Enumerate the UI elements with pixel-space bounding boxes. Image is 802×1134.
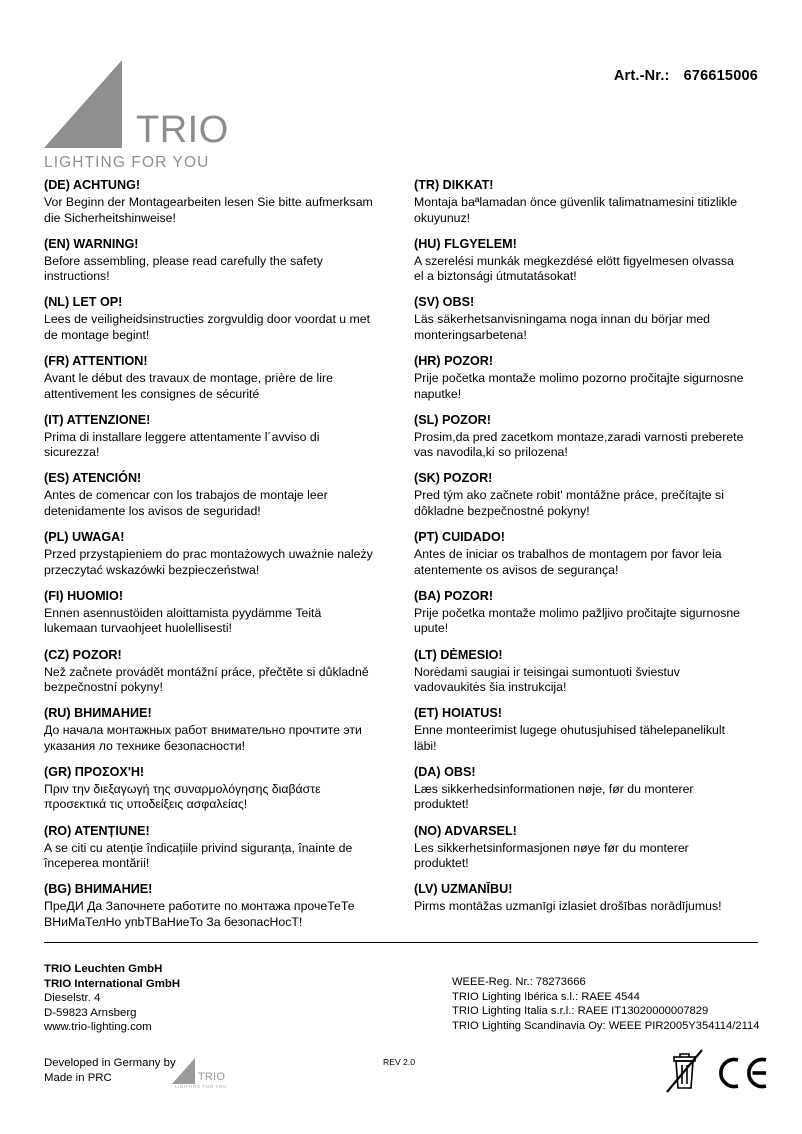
warning-title: (SV) OBS! — [414, 295, 475, 310]
warnings-column-left — [44, 178, 374, 941]
warning-body: Antes de iniciar os trabalhos de montagem por favor leia atentemente os avisos de segurança! — [414, 547, 722, 577]
warning-block — [44, 354, 374, 402]
warning-title: (CZ) POZOR! — [44, 647, 122, 662]
warning-block — [44, 178, 374, 226]
warning-title: (RU) ВНИМАНИЕ! — [44, 706, 152, 721]
warning-body: Pred tým ako začnete robit' montážne práce, prečítajte si dôkladne bezpečnostné pokyny! — [414, 488, 724, 519]
article-number-value: 676615006 — [683, 68, 758, 84]
company-name-1: TRIO Leuchten GmbH — [44, 963, 163, 975]
warning-body: Przed przystąpieniem do prac montażowych uważnie należy przeczytać wskazówki bezpieczeństwa! — [44, 547, 373, 577]
warning-block — [414, 765, 744, 813]
warning-body: Before assembling, please read carefully the safety instructions! — [44, 253, 323, 284]
warning-body: Πριν την διεξαγωγή της συναρμολόγησης διαβάστε προσεκτικά τις υποδείξεις ασφαλείας! — [44, 781, 321, 812]
warning-body: Les sikkerhetsinformasjonen nøye før du monterer produktet! — [414, 840, 689, 871]
weee-line: TRIO Lighting Scandinavia Oy: WEEE PIR2005Y354114/2114 — [452, 1019, 760, 1032]
warning-block — [414, 706, 744, 754]
warning-title: (FI) HUOMIO! — [44, 588, 124, 603]
warning-title: (HR) POZOR! — [414, 354, 494, 369]
warning-body: Vor Beginn der Montagearbeiten lesen Sie bitte aufmerksam die Sicherheitshinweise! — [44, 195, 373, 225]
warning-body: Prije početka montaže molimo pozorno pročitajte sigurnosne naputke! — [414, 371, 744, 401]
warning-title: (LT) DĖMESIO! — [414, 647, 503, 662]
warning-block — [414, 589, 744, 637]
company-address — [44, 962, 180, 1035]
page-footer — [0, 952, 802, 1134]
warning-body: A szerelési munkák megkezdésé elött figyelmesen olvassa el a biztonsági útmutatásokat! — [414, 253, 734, 284]
trio-tagline-small: LIGHTING FOR YOU — [175, 1084, 227, 1089]
warning-body: Enne monteerimist lugege ohutusjuhised tähelepanelikult läbi! — [414, 723, 726, 753]
warning-body: Antes de comencar con los trabajos de montaje leer detenidamente los avisos de seguridad! — [44, 488, 328, 519]
warnings-column-right — [414, 178, 744, 925]
origin-line-1: Developed in Germany by — [44, 1057, 176, 1069]
warning-title: (SL) POZOR! — [414, 412, 491, 427]
warning-block — [414, 882, 744, 915]
warning-block — [44, 824, 374, 872]
weee-line: TRIO Lighting Italia s.r.l.: RAEE IT13020000007829 — [452, 1005, 709, 1018]
weee-line: WEEE-Reg. Nr.: 78273666 — [452, 976, 586, 988]
article-number — [614, 68, 758, 84]
company-website[interactable]: www.trio-lighting.com — [44, 1021, 152, 1033]
origin-line-2: Made in PRC — [44, 1072, 112, 1084]
warning-title: (LV) UZMANĪBU! — [414, 882, 513, 897]
warning-block — [44, 648, 374, 696]
article-number-label: Art.-Nr.: — [613, 68, 670, 84]
warning-body: A se citi cu atenție îndicațiile privind siguranța, înainte de începerea montării! — [44, 840, 353, 871]
warning-body: Læs sikkerhedsinformationen nøje, før du monterer produktet! — [414, 781, 694, 812]
warning-body: До начала монтажных работ внимательно прочтите эти указания ло технике безопасности! — [44, 723, 362, 753]
warning-block — [44, 471, 374, 519]
trio-wordmark: TRIO — [136, 109, 229, 151]
crossed-out-wheelie-bin-icon — [666, 1048, 704, 1094]
warning-block — [44, 706, 374, 754]
warning-body: Prosim,da pred zacetkom montaze,zaradi varnosti preberete vas navodila,ki so prilozena! — [414, 429, 744, 460]
ce-marking-icon — [718, 1056, 770, 1090]
warning-title: (DE) ACHTUNG! — [44, 178, 141, 192]
company-name-2: TRIO International GmbH — [44, 977, 181, 990]
trio-triangle-icon — [44, 60, 140, 148]
warning-title: (EN) WARNING! — [44, 236, 139, 251]
trio-wordmark-small: TRIO — [198, 1071, 226, 1083]
warning-title: (HU) FLGYELEM! — [414, 236, 517, 251]
warning-block — [414, 354, 744, 402]
warning-body: Pirms montāžas uzmanīgi izlasiet drošības norādījumus! — [414, 899, 722, 914]
page-header — [0, 0, 802, 185]
warning-title: (DA) OBS! — [414, 764, 476, 779]
warning-title: (BG) ВНИМАНИЕ! — [44, 882, 153, 897]
company-city: D-59823 Arnsberg — [44, 1006, 137, 1019]
warning-body: Ennen asennustöiden aloittamista pyydämme Teitä lukemaan turvaohjeet huolellisesti! — [44, 605, 322, 636]
trio-triangle-icon-small — [172, 1058, 200, 1084]
warning-title: (NO) ADVARSEL! — [414, 823, 517, 838]
warning-block — [414, 530, 744, 578]
warning-body: Montaja baªlamadan önce güvenlik talimatnamesini titizlikle okuyunuz! — [414, 195, 738, 225]
warning-block — [44, 589, 374, 637]
footer-divider — [44, 942, 758, 943]
warning-block — [414, 471, 744, 519]
warning-block — [414, 295, 744, 343]
warning-block — [44, 237, 374, 285]
warning-body: Avant le début des travaux de montage, prière de lire attentivement les consignes de sécurité — [44, 371, 333, 401]
warning-body: Prije početka montaže molimo pažljivo pročitajte sigurnosne upute! — [414, 605, 741, 636]
warning-title: (NL) LET OP! — [44, 295, 123, 310]
warning-body: Prima di installare leggere attentamente l´avviso di sicurezza! — [44, 429, 320, 460]
warning-block — [44, 530, 374, 578]
warning-title: (ET) HOIATUS! — [414, 706, 502, 721]
company-street: Dieselstr. 4 — [44, 992, 101, 1004]
trio-logo-small — [172, 1058, 242, 1092]
warning-body: Lees de veiligheidsinstructies zorgvuldig door voordat u met de montage begint! — [44, 312, 371, 342]
warning-block — [414, 178, 744, 226]
warning-body: ПреДИ Да Започнете работите по монтажа прочеТеТе ВНиМаТелНо упbТВаНиеТо За безопасНосТ! — [44, 899, 355, 929]
warning-block — [414, 824, 744, 872]
warning-title: (IT) ATTENZIONE! — [44, 412, 151, 427]
revision-label: REV 2.0 — [383, 1057, 416, 1067]
warning-block — [414, 648, 744, 696]
warning-title: (BA) POZOR! — [414, 588, 494, 603]
warning-body: Než začnete provádět montážní práce, přečtěte si důkladně bezpečnostní pokyny! — [44, 664, 369, 695]
trio-tagline: LIGHTING FOR YOU — [44, 154, 210, 171]
warning-body: Norėdami saugiai ir teisingai sumontuoti šviestuv vadovaukitės šia instrukcija! — [414, 664, 680, 695]
warning-title: (PT) CUIDADO! — [414, 530, 505, 545]
warning-title: (FR) ATTENTION! — [44, 354, 148, 369]
warning-body: Läs säkerhetsanvisningama noga innan du börjar med monteringsarbetena! — [414, 312, 710, 342]
warning-block — [414, 237, 744, 285]
warning-block — [44, 295, 374, 343]
warning-title: (PL) UWAGA! — [44, 530, 125, 545]
warning-block — [414, 413, 744, 461]
weee-line: TRIO Lighting Ibérica s.l.: RAEE 4544 — [452, 990, 640, 1003]
warning-block — [44, 765, 374, 813]
warning-block — [44, 413, 374, 461]
weee-registration — [452, 975, 759, 1033]
warning-title: (SK) POZOR! — [414, 471, 493, 486]
warning-title: (RO) ATENȚIUNE! — [44, 823, 150, 838]
warning-title: (ES) ATENCIÓN! — [44, 471, 142, 486]
trio-logo — [44, 60, 244, 175]
origin-note — [44, 1056, 176, 1086]
warning-title: (GR) ΠΡΟΣΟΧ'Η! — [44, 764, 145, 779]
warning-title: (TR) DIKKAT! — [414, 178, 494, 192]
warning-block — [44, 882, 374, 930]
